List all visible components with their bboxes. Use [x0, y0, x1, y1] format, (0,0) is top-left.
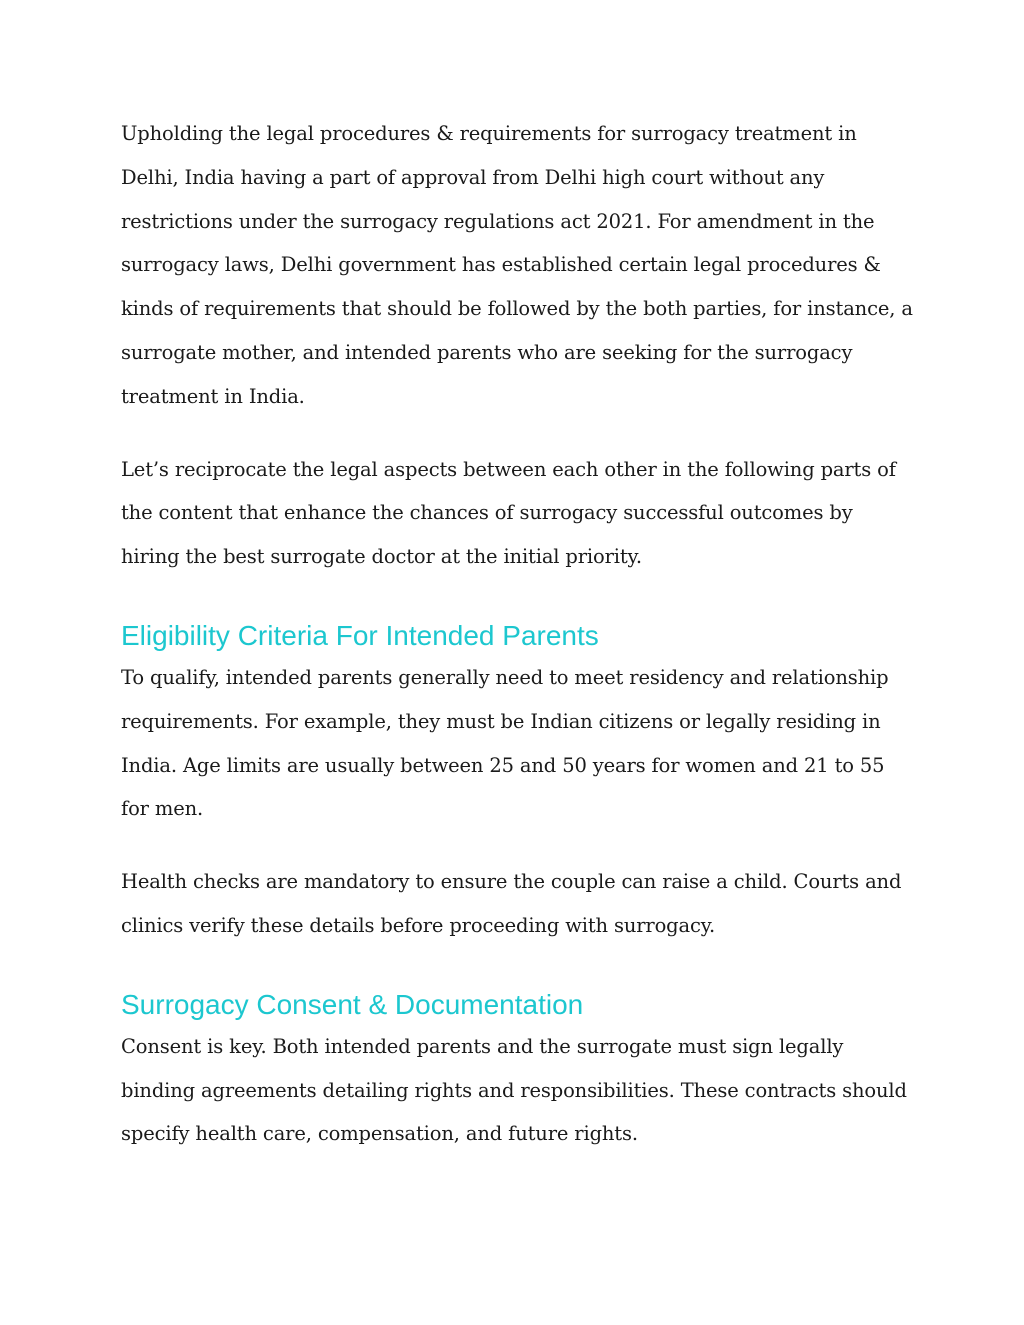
section-heading-consent: Surrogacy Consent & Documentation: [121, 988, 584, 1020]
consent-paragraph-1: Consent is key. Both intended parents and the surrogate must sign legally binding agreements detailing rights and responsibilities. These contracts should specify health care, compensation, and future rights.: [121, 1034, 907, 1146]
intro-paragraph-2: Let’s reciprocate the legal aspects between each other in the following parts of the content that enhance the chances of surrogacy successful outcomes by hiring the best surrogate doctor at the initial priority.: [121, 457, 896, 569]
document-body: [121, 112, 916, 1156]
intro-paragraph-1: Upholding the legal procedures & requirements for surrogacy treatment in Delhi, India having a part of approval from Delhi high court without any restrictions under the surrogacy regulations act 2021. For amendment in the surrogacy laws, Delhi government has established certain legal procedures & kinds of requirements that should be followed by the both parties, for instance, a surrogate mother, and intended parents who are seeking for the surrogacy treatment in India.: [121, 122, 913, 408]
eligibility-paragraph-1: To qualify, intended parents generally need to meet residency and relationship requirements. For example, they must be Indian citizens or legally residing in India. Age limits are usually between 25 and 50 years for women and 21 to 55 for men.: [121, 665, 889, 821]
eligibility-paragraph-2: Health checks are mandatory to ensure the couple can raise a child. Courts and clinics verify these details before proceeding with surrogacy.: [121, 870, 902, 937]
section-heading-eligibility: Eligibility Criteria For Intended Parents: [121, 619, 599, 651]
